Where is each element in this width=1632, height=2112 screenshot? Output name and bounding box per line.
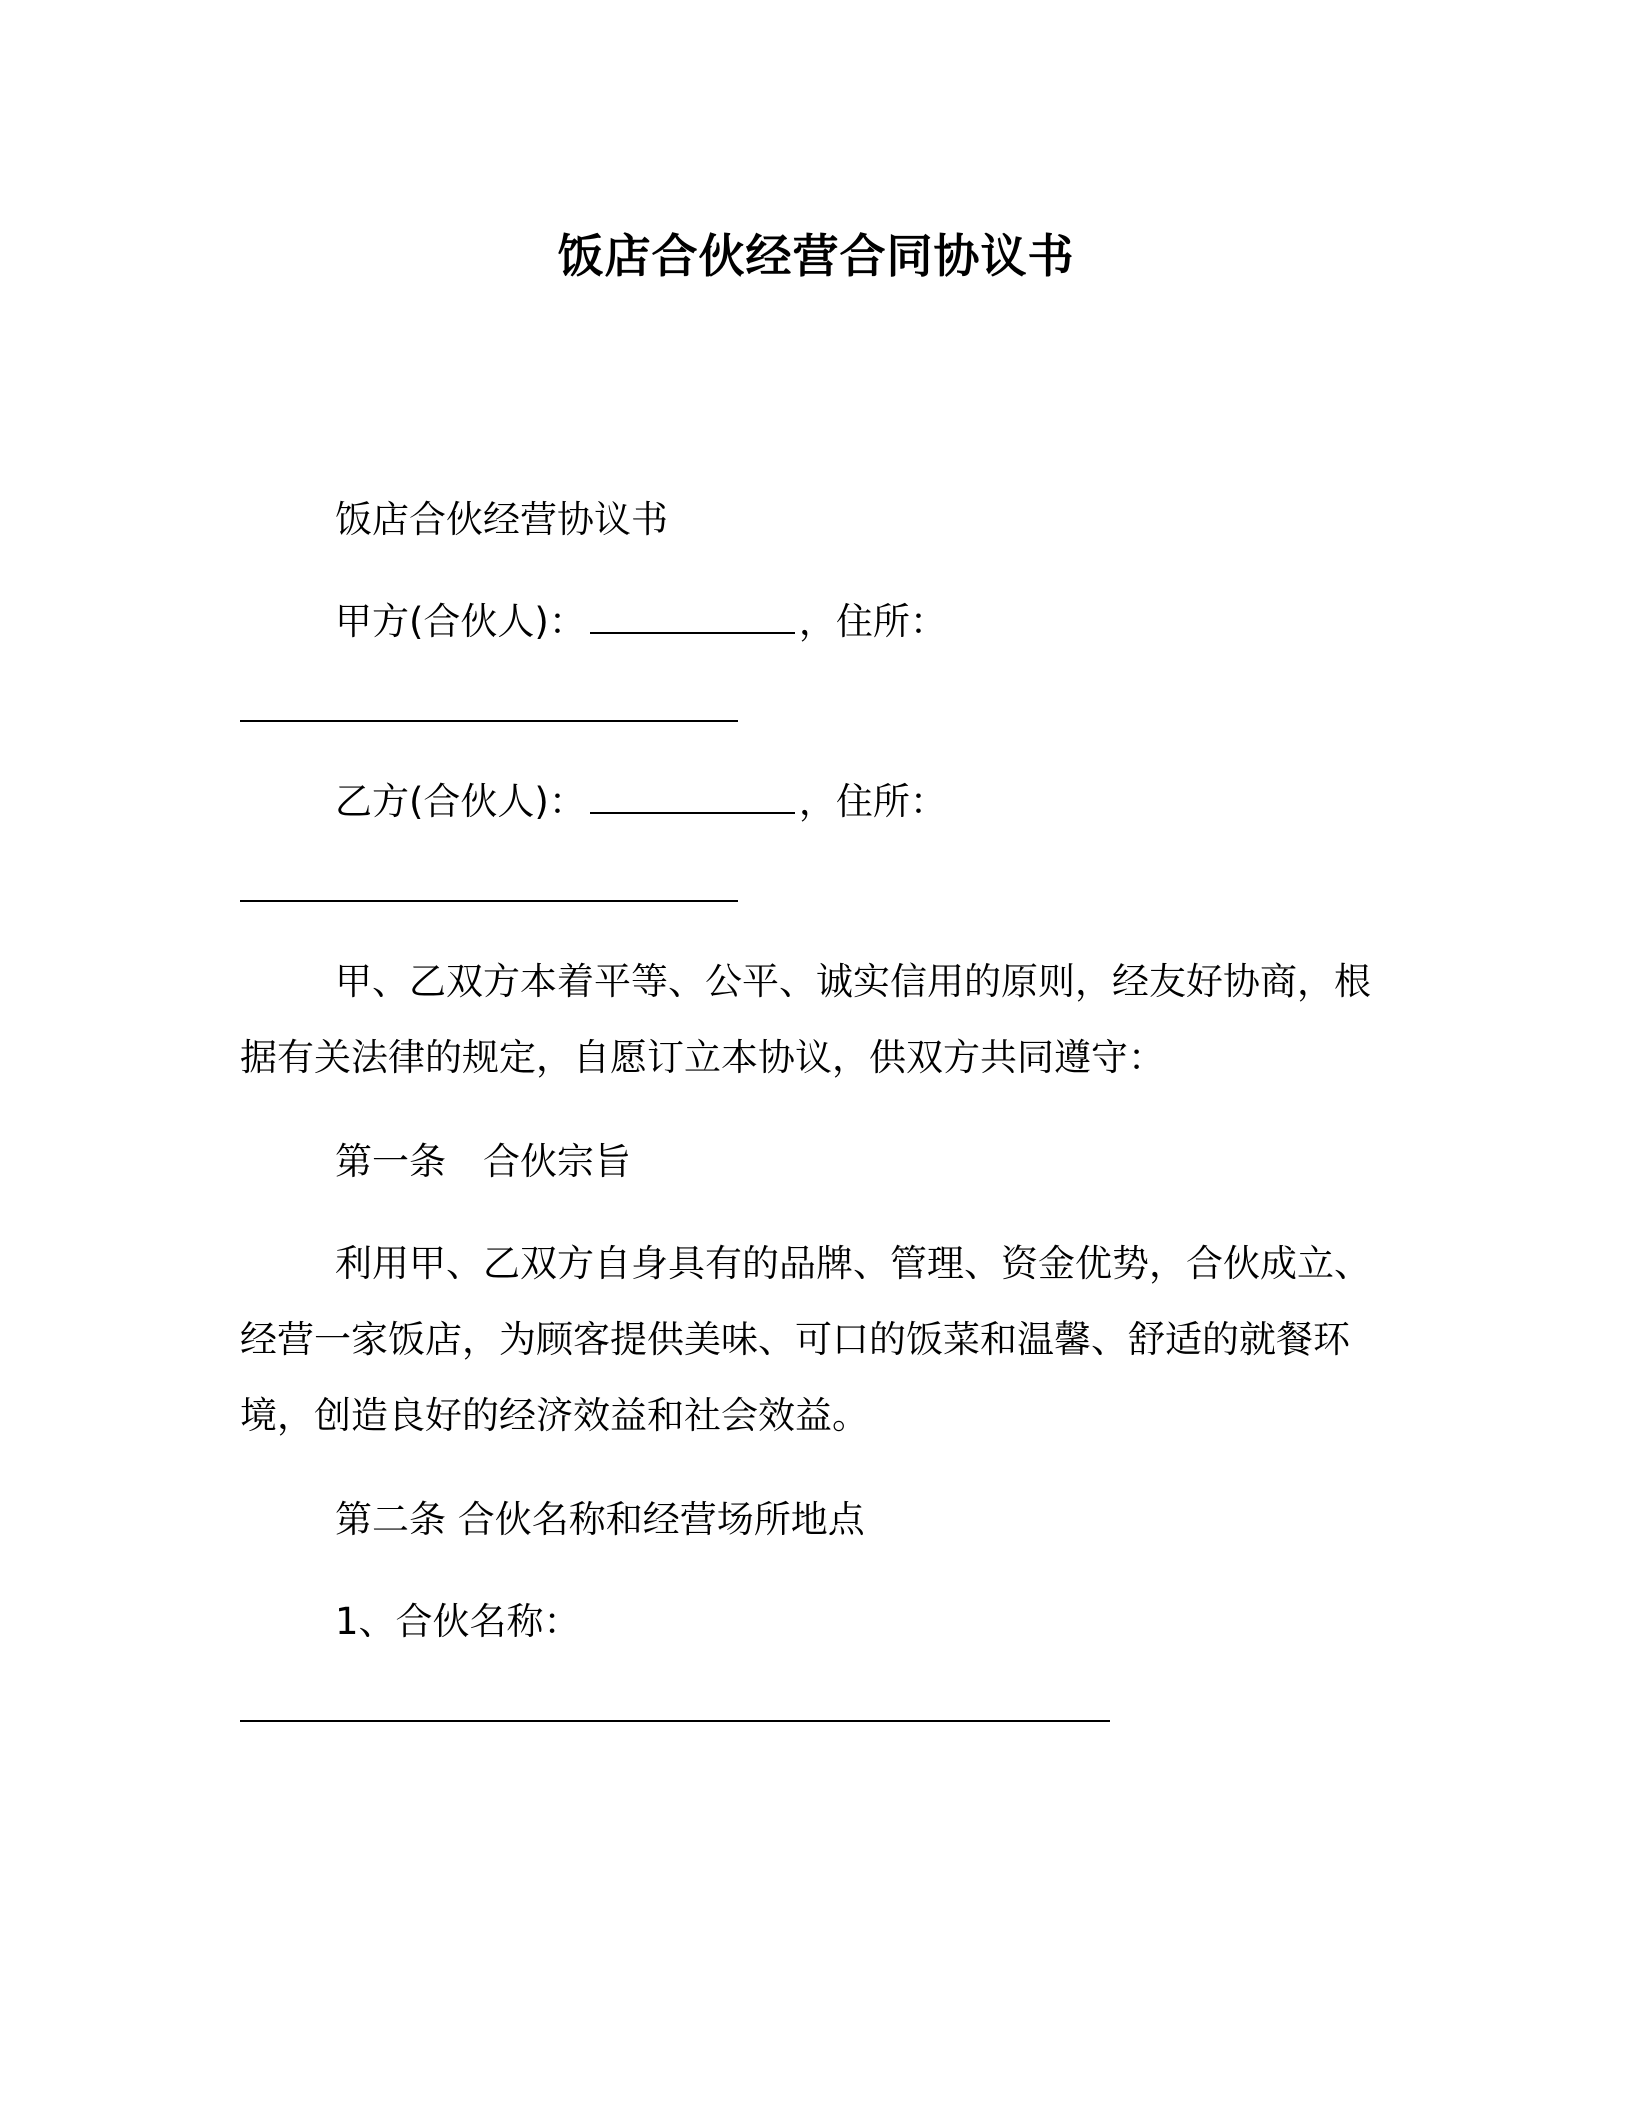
party-b-address-blank <box>240 900 738 902</box>
party-b-line <box>335 776 947 828</box>
preamble-line-1: 甲、乙双方本着平等、公平、诚实信用的原则，经友好协商，根 <box>335 960 1371 1003</box>
article2-item1-label: 1、合伙名称： <box>335 1600 581 1643</box>
party-a-line <box>335 596 947 648</box>
party-a-address-blank <box>240 720 738 722</box>
subtitle: 饭店合伙经营协议书 <box>335 498 668 541</box>
party-b-label: 乙方(合伙人)： <box>335 780 586 823</box>
preamble-line-2: 据有关法律的规定，自愿订立本协议，供双方共同遵守： <box>240 1036 1165 1079</box>
article2-item1-blank <box>240 1720 1110 1722</box>
article2-heading: 第二条 合伙名称和经营场所地点 <box>335 1498 865 1541</box>
article1-line-1: 利用甲、乙双方自身具有的品牌、管理、资金优势，合伙成立、 <box>335 1242 1371 1285</box>
party-b-address-label: ，住所： <box>798 780 947 823</box>
article1-line-2: 经营一家饭店，为顾客提供美味、可口的饭菜和温馨、舒适的就餐环 <box>240 1318 1350 1361</box>
document-title: 饭店合伙经营合同协议书 <box>557 229 1075 283</box>
article1-line-3: 境，创造良好的经济效益和社会效益。 <box>240 1394 869 1437</box>
party-a-label: 甲方(合伙人)： <box>335 600 586 643</box>
party-a-address-label: ，住所： <box>798 600 947 643</box>
article1-heading: 第一条 合伙宗旨 <box>335 1140 631 1183</box>
party-b-name-blank <box>590 776 795 814</box>
party-a-name-blank <box>590 596 795 634</box>
